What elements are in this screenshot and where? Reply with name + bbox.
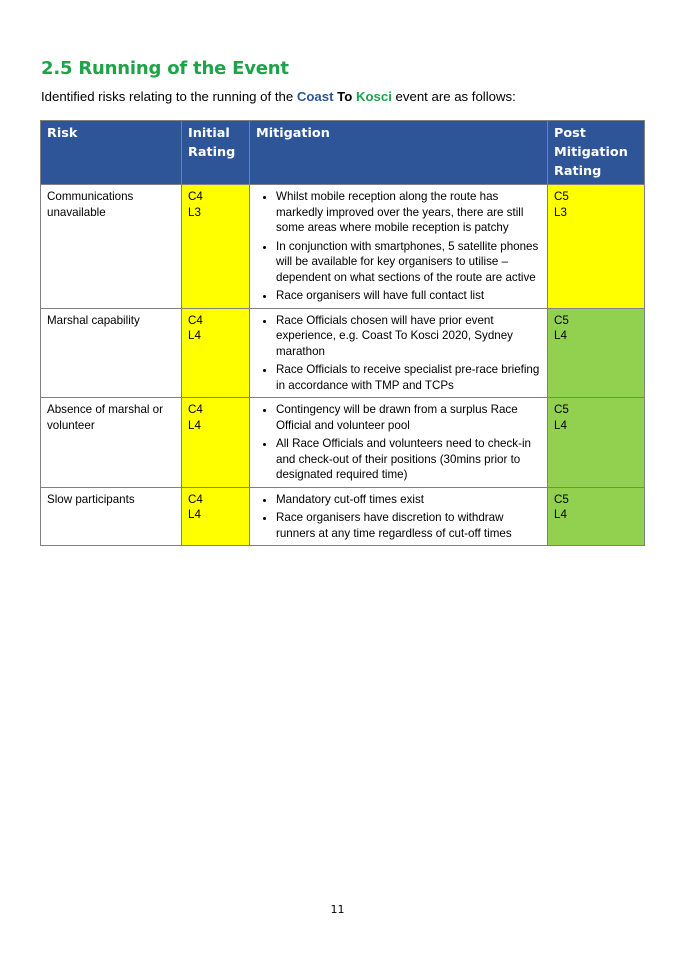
mitigation-cell [250,398,548,488]
mitigation-item: • Race Officials chosen will have prior event experience, e.g. Coast To Kosci 2020, Sydney marathon [276,313,542,360]
risk-cell: Marshal capability [41,308,182,398]
post-rating-cell [548,185,645,309]
mitigation-cell [250,185,548,309]
header-risk: Risk [41,121,182,185]
table-row [41,398,645,488]
initial-rating-cell [182,487,250,546]
post-rating-cell [548,487,645,546]
consequence-value: C5 [554,313,569,327]
consequence-value: C4 [188,403,203,416]
table-row [41,487,645,546]
likelihood-value: L3 [554,205,567,219]
initial-rating-cell [182,185,250,309]
consequence-value: C4 [188,492,203,506]
mitigation-cell [250,308,548,398]
intro-after: event are as follows: [391,89,516,104]
initial-rating-cell [182,398,250,488]
risk-cell: Absence of marshal or volunteer [41,398,182,488]
mitigation-item: • Mandatory cut-off times exist [276,492,542,508]
mitigation-item: • All Race Officials and volunteers need to check-in and check-out of their positions (30mins prior to designated required time) [276,436,542,483]
brand-coast: Coast [296,89,334,104]
mitigation-list [256,402,542,483]
page-number: 11 [330,903,345,916]
brand-to: To [337,89,353,104]
header-mitigation: Mitigation [250,121,548,185]
likelihood-value: L4 [554,508,567,521]
header-post-mitigation-rating: Post Mitigation Rating [548,121,645,185]
mitigation-list [256,313,542,394]
intro-text [41,89,516,104]
risk-cell: Communications unavailable [41,185,182,309]
likelihood-value: L4 [554,418,567,432]
mitigation-cell [250,487,548,546]
post-rating-cell [548,308,645,398]
mitigation-item: • Race Officials to receive specialist pre-race briefing in accordance with TMP and TCPs [276,362,542,393]
mitigation-item: • Whilst mobile reception along the route has markedly improved over the years, there are still some areas where mobile reception is patchy [276,189,542,236]
consequence-value: C5 [554,190,569,203]
mitigation-item: • In conjunction with smartphones, 5 satellite phones will be available for key organisers to utilise – dependent on what sections of the route are active [276,239,542,286]
intro-before: Identified risks relating to the running of the [41,89,297,104]
consequence-value: C4 [188,313,203,327]
mitigation-list [256,189,542,304]
table-header-row [41,121,645,185]
section-heading: 2.5 Running of the Event [41,58,289,79]
likelihood-value: L4 [188,508,201,521]
table-row [41,308,645,398]
mitigation-list [256,492,542,542]
mitigation-item: • Race organisers will have full contact list [276,288,542,304]
mitigation-item: • Contingency will be drawn from a surplus Race Official and volunteer pool [276,402,542,433]
brand-kosci: Kosci [355,89,392,104]
header-initial-rating: Initial Rating [182,121,250,185]
mitigation-item: • Race organisers have discretion to withdraw runners at any time regardless of cut-off times [276,510,542,541]
table-row [41,185,645,309]
initial-rating-cell [182,308,250,398]
likelihood-value: L4 [188,329,201,342]
risk-cell: Slow participants [41,487,182,546]
risk-table [40,120,645,546]
consequence-value: C5 [554,403,569,416]
consequence-value: C4 [188,190,203,203]
consequence-value: C5 [554,492,569,506]
likelihood-value: L4 [554,329,567,342]
likelihood-value: L3 [188,205,201,219]
post-rating-cell [548,398,645,488]
likelihood-value: L4 [188,418,201,432]
